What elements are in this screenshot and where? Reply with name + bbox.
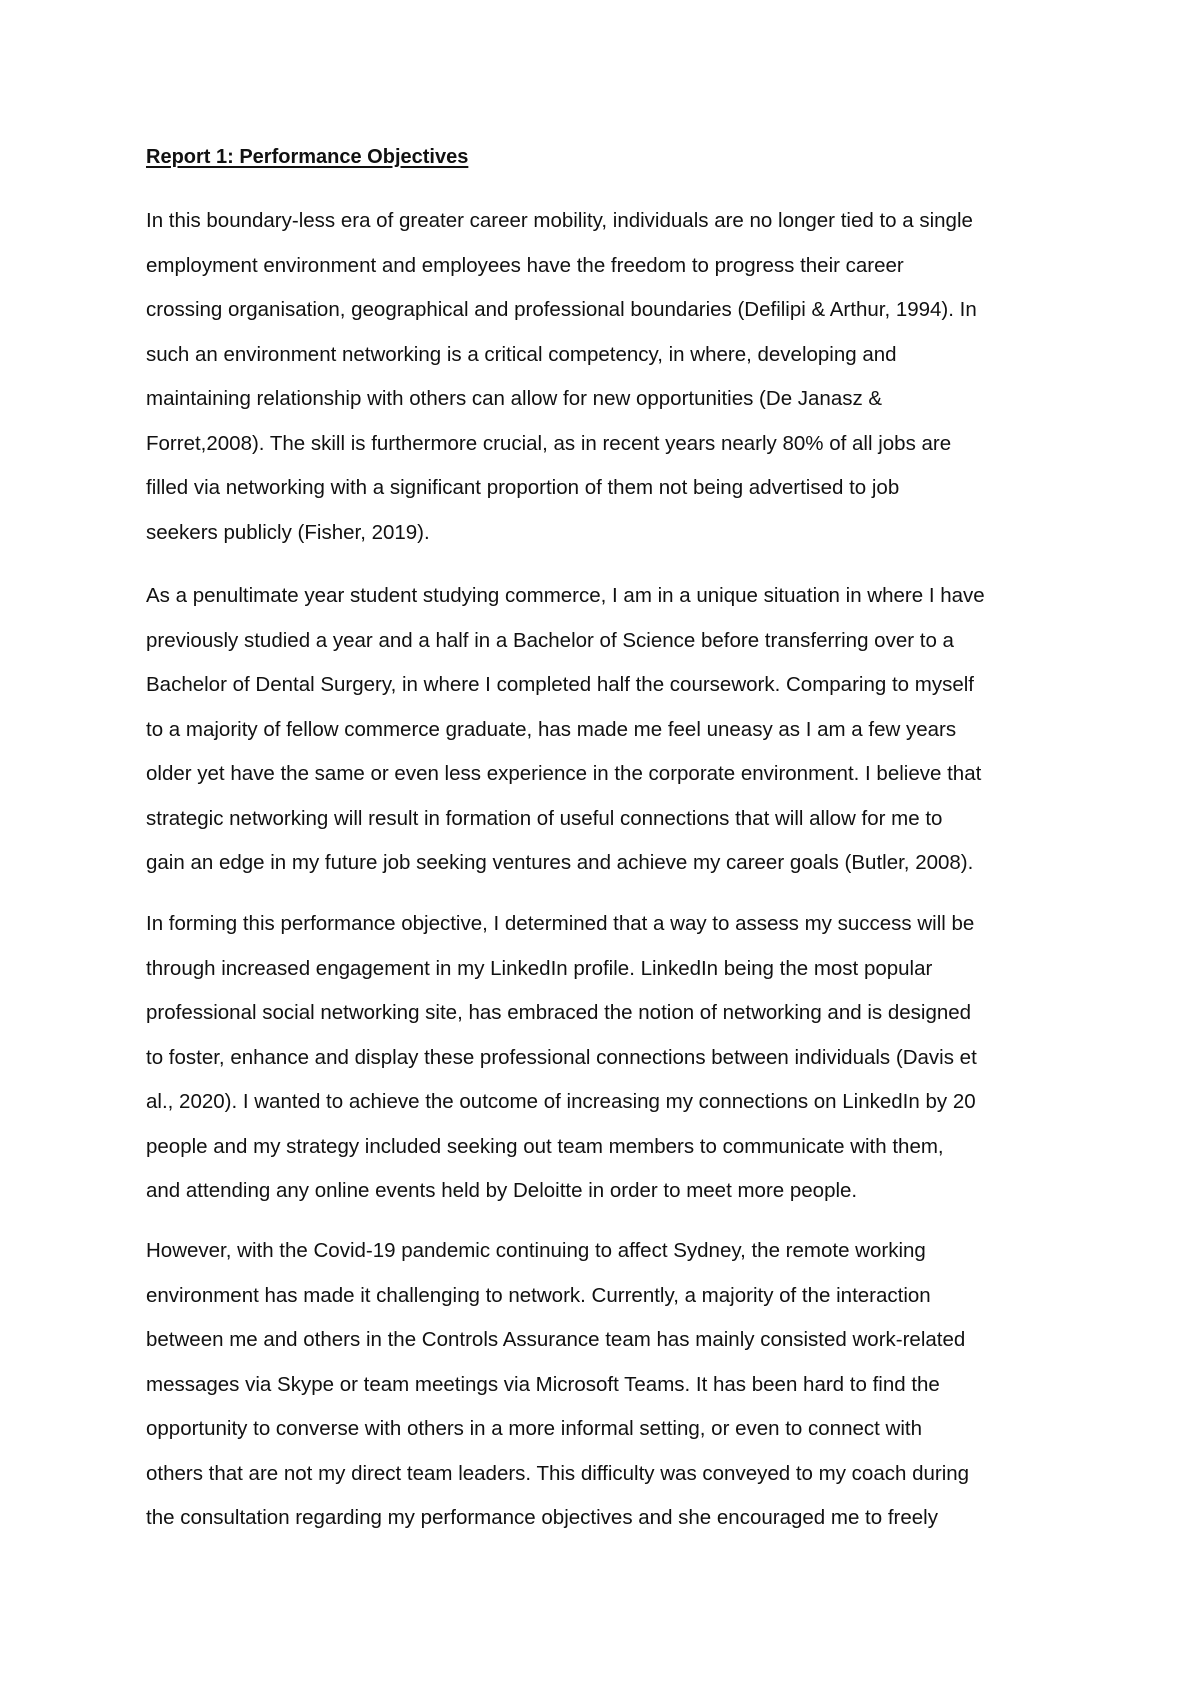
text-line: messages via Skype or team meetings via Microsoft Teams. It has been hard to find the: [146, 1372, 940, 1396]
text-line: In this boundary-less era of greater career mobility, individuals are no longer tied to a single: [146, 209, 973, 232]
text-line: opportunity to converse with others in a more informal setting, or even to connect with: [146, 1417, 922, 1440]
text-line: gain an edge in my future job seeking ventures and achieve my career goals (Butler, 2008).: [146, 851, 974, 874]
text-line: As a penultimate year student studying commerce, I am in a unique situation in where I have: [146, 584, 985, 607]
text-line: to foster, enhance and display these professional connections between individuals (Davis et: [146, 1045, 977, 1069]
text-line: strategic networking will result in formation of useful connections that will allow for me to: [146, 806, 943, 830]
text-line: crossing organisation, geographical and professional boundaries (Defilipi & Arthur, 1994). In: [146, 298, 977, 321]
text-line: seekers publicly (Fisher, 2019).: [146, 520, 430, 544]
text-line: Forret,2008). The skill is furthermore crucial, as in recent years nearly 80% of all jobs are: [146, 431, 952, 455]
text-line: However, with the Covid-19 pandemic continuing to affect Sydney, the remote working: [146, 1239, 926, 1262]
paragraph-linkedin-objective: [146, 902, 1086, 1214]
text-line: employment environment and employees have the freedom to progress their career: [146, 253, 904, 277]
paragraph-covid-challenges: [146, 1229, 1086, 1541]
paragraph-career-mobility: [146, 199, 1086, 555]
text-line: and attending any online events held by Deloitte in order to meet more people.: [146, 1179, 858, 1202]
text-line: older yet have the same or even less experience in the corporate environment. I believe that: [146, 762, 982, 785]
text-line: others that are not my direct team leaders. This difficulty was conveyed to my coach during: [146, 1461, 970, 1485]
text-line: environment has made it challenging to network. Currently, a majority of the interaction: [146, 1283, 931, 1307]
text-line: Bachelor of Dental Surgery, in where I completed half the coursework. Comparing to myself: [146, 673, 974, 696]
text-line: to a majority of fellow commerce graduate, has made me feel uneasy as I am a few years: [146, 717, 957, 741]
text-line: the consultation regarding my performance objectives and she encouraged me to freely: [146, 1506, 938, 1529]
report-title: Report 1: Performance Objectives: [146, 146, 469, 168]
text-line: previously studied a year and a half in a Bachelor of Science before transferring over to a: [146, 628, 954, 652]
text-line: such an environment networking is a critical competency, in where, developing and: [146, 342, 897, 366]
text-line: between me and others in the Controls Assurance team has mainly consisted work-related: [146, 1328, 966, 1351]
paragraph-student-background: [146, 574, 1086, 886]
text-line: al., 2020). I wanted to achieve the outcome of increasing my connections on LinkedIn by 20: [146, 1090, 976, 1113]
text-line: professional social networking site, has embraced the notion of networking and is designed: [146, 1001, 972, 1024]
text-line: people and my strategy included seeking out team members to communicate with them,: [146, 1134, 944, 1158]
text-line: maintaining relationship with others can allow for new opportunities (De Janasz &: [146, 387, 883, 410]
text-line: In forming this performance objective, I determined that a way to assess my success will be: [146, 912, 975, 935]
text-line: filled via networking with a significant proportion of them not being advertised to job: [146, 476, 900, 499]
text-line: through increased engagement in my LinkedIn profile. LinkedIn being the most popular: [146, 956, 933, 980]
